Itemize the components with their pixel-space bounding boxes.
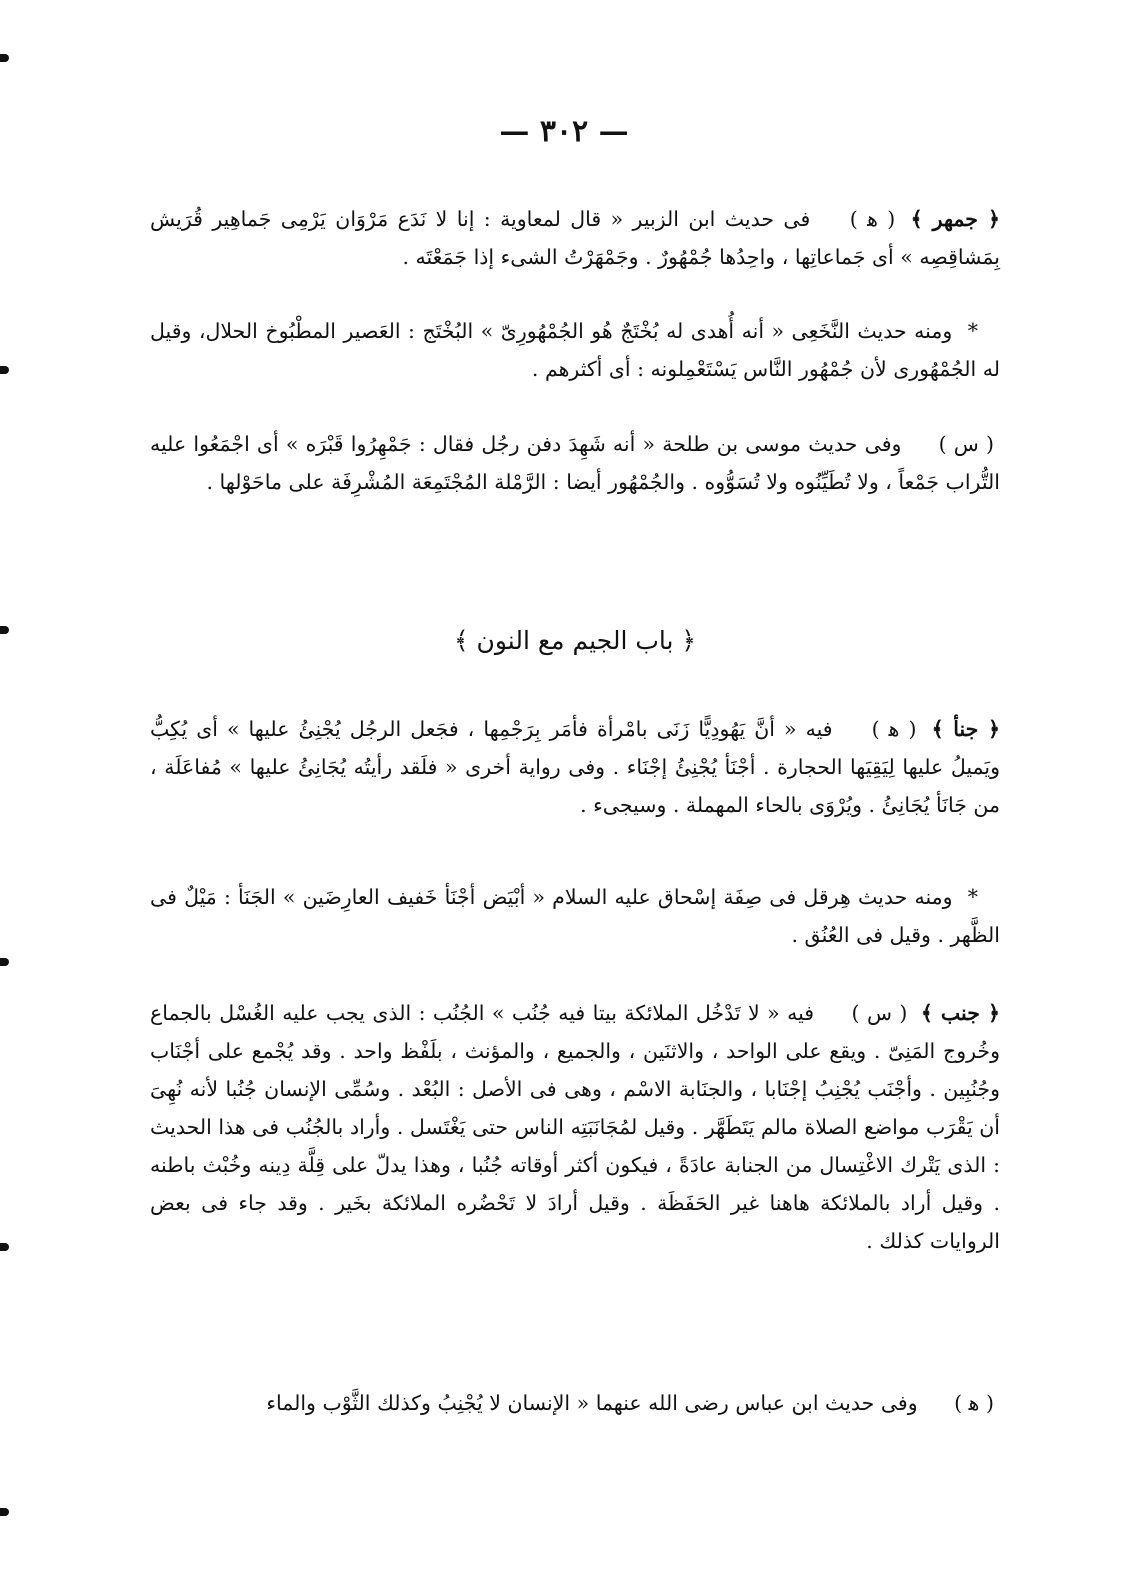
entry-janab bbox=[150, 994, 1000, 1260]
source-mark: ( ﻫ ) bbox=[954, 1391, 994, 1415]
margin-mark bbox=[0, 366, 9, 374]
star-marker: * bbox=[967, 319, 978, 343]
entry-ibn-abbas bbox=[150, 1384, 1000, 1422]
entry-text: ومنه حديث النَّخَعِى « أنه أُهدى له بُخْتَجٌ هُو الجُمْهُورِىّ » البُخْتَج : العَصير المطْبُوخ الحلال، وقيل له الجُمْهُورى لأن جُمْهُور النَّاس يَسْتَعْمِلونه : أى أكثرهم . bbox=[150, 319, 1000, 381]
margin-mark bbox=[0, 958, 9, 966]
entry-text: وفى حديث ابن عباس رضى الله عنهما « الإنسان لا يُجْنِبُ وكذلك الثَّوْب والماء bbox=[266, 1391, 918, 1415]
entry-text: فيه « لا تَدْخُل الملائكة بيتا فيه جُنُب » الجُنُب : الذى يجب عليه الغُسْل بالجماع وخُروج المَنِىّ . ويقع على الواحد ، والاثنَين ، والجميع ، والمؤنث ، بلَفْظ واحد . وقد يُجْمع على أجْنَاب وجُنُبِين . وأجْنَب يُجْنِبُ إجْنَابا ، والجنَابة الاسْم ، وهى فى الأصل : البُعْد . وسُمِّى الإنسان جُنُبا لأنه نُهِىَ أن يَقْرَب مواضع الصلاة مالم يَتَطَهَّر . وقيل لمُجَانَبَتِه الناس حتى يَغْتَسل . وأراد بالجُنُب فى هذا الحديث : الذى يَتْرك الاغْتِسال من الجنابة عادَةً ، فيكون أكثر أوقاته جُنُبا ، وهذا يدلّ على قِلَّة دِينه وخُبْث باطنه . وقيل أراد بالملائكة هاهنا غير الحَفَظَة . وقيل أرادَ لا تَحْضُره الملائكة بخَير . وقد جاء فى بعض الروايات كذلك . bbox=[150, 1001, 1000, 1253]
entry-text: فى حديث ابن الزبير « قال لمعاوية : إنا لا نَدَع مَرْوَان يَرْمِى جَماهِير قُرَيش بِمَشاقِصِه » أى جَماعاتِها ، واحِدُها جُمْهُورٌ . وجَمْهَرْتُ الشىء إذا جَمَعْتَه . bbox=[150, 207, 1000, 269]
entry-musa-ibn-talha bbox=[150, 425, 1000, 501]
source-mark: ( س ) bbox=[938, 432, 994, 456]
entry-headword: ﴿ جنب ﴾ bbox=[920, 1001, 1000, 1025]
entry-text: ومنه حديث هِرقل فى صِفَة إسْحاق عليه السلام « أبْيَض أجْنَأ خَفيف العارِضَين » الجَنَأ : مَيْلٌ فى الظَّهر . وقيل فى العُنُق . bbox=[150, 885, 1000, 947]
entry-jana bbox=[150, 710, 1000, 824]
entry-jamhar bbox=[150, 200, 1000, 276]
entry-headword: ﴿ جمهر ﴾ bbox=[910, 207, 1000, 231]
page-number: — ٣٠٢ — bbox=[499, 114, 629, 149]
entry-heraclius bbox=[150, 878, 1000, 954]
margin-mark bbox=[0, 54, 9, 62]
source-mark: ( س ) bbox=[851, 1001, 908, 1025]
source-mark: ( ﻫ ) bbox=[849, 207, 896, 231]
star-marker: * bbox=[967, 885, 978, 909]
margin-mark bbox=[0, 626, 9, 634]
entry-text: فيه « أنَّ يَهُودِيًّا زَنَى بامْرأة فأمَر بِرَجْمِها ، فجَعل الرجُل يُجْنِئُ عليها » أى يُكِبُّ ويَميلُ عليها لِيَقِيَها الحجارة . أجْنَأ يُجْنِئُ إجْنَاء . وفى رواية أخرى « فلَقد رأيتُه يُجَانِئُ عليها » مُفاعَلَة ، من جَانَأ يُجَانِئُ . ويُرْوَى بالحاء المهملة . وسيجىء . bbox=[150, 717, 1000, 817]
entry-text: وفى حديث موسى بن طلحة « أنه شَهِدَ دفن رجُل فقال : جَمْهِرُوا قَبْرَه » أى اجْمَعُوا عليه التُّراب جَمْعاً ، ولا تُطَيِّنُوه ولا تُسَوُّوه . والجُمْهُور أيضا : الرَّمْلة المُجْتَمِعَة المُشْرِفَة على ماحَوْلها . bbox=[150, 432, 1000, 494]
source-mark: ( ﻫ ) bbox=[871, 717, 917, 741]
margin-mark bbox=[0, 1243, 9, 1251]
entry-headword: ﴿ جنأ ﴾ bbox=[931, 717, 1000, 741]
margin-mark bbox=[0, 1508, 9, 1516]
entry-nakhai bbox=[150, 312, 1000, 388]
chapter-heading: ﴿ باب الجيم مع النون ﴾ bbox=[453, 626, 697, 655]
